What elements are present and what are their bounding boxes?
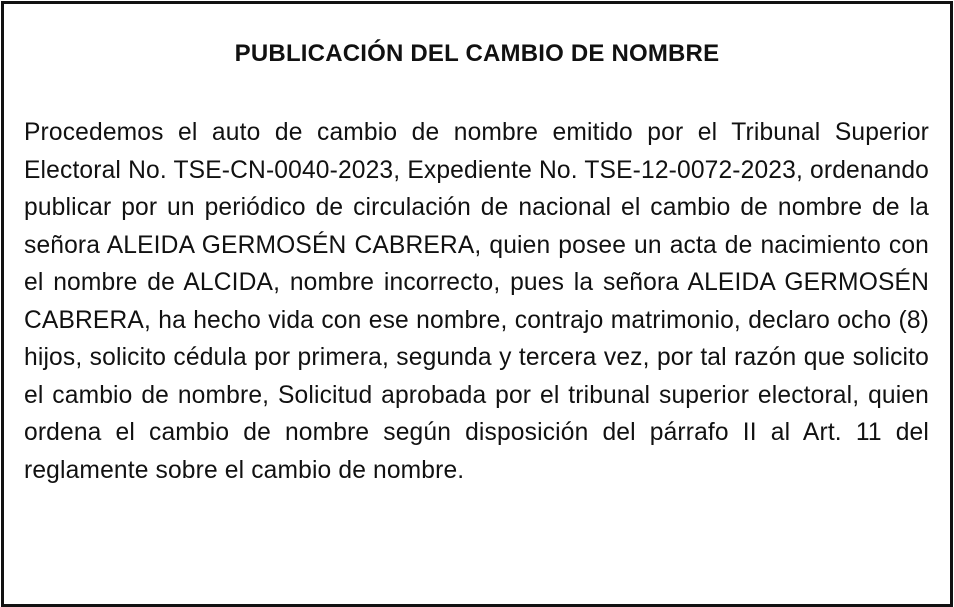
- notice-body: Procedemos el auto de cambio de nombre emitido por el Tribunal Superior Electoral No. TSE-CN-0040-2023, Expediente No. TSE-12-0072-2023, ordenando publicar por un periódico de circulación de nacional el cambio de nombre de la señora ALEIDA GERMOSÉN CABRERA, quien posee un acta de nacimiento con el nombre de ALCIDA, nombre incorrecto, pues la señora ALEIDA GERMOSÉN CABRERA, ha hecho vida con ese nombre, contrajo matrimonio, declaro ocho (8) hijos, solicito cédula por primera, segunda y tercera vez, por tal razón que solicito el cambio de nombre, Solicitud aprobada por el tribunal superior electoral, quien ordena el cambio de nombre según disposición del párrafo II al Art. 11 del reglamente sobre el cambio de nombre.: [24, 119, 929, 484]
- notice-frame: [1, 1, 953, 607]
- notice-title: PUBLICACIÓN DEL CAMBIO DE NOMBRE: [234, 40, 720, 67]
